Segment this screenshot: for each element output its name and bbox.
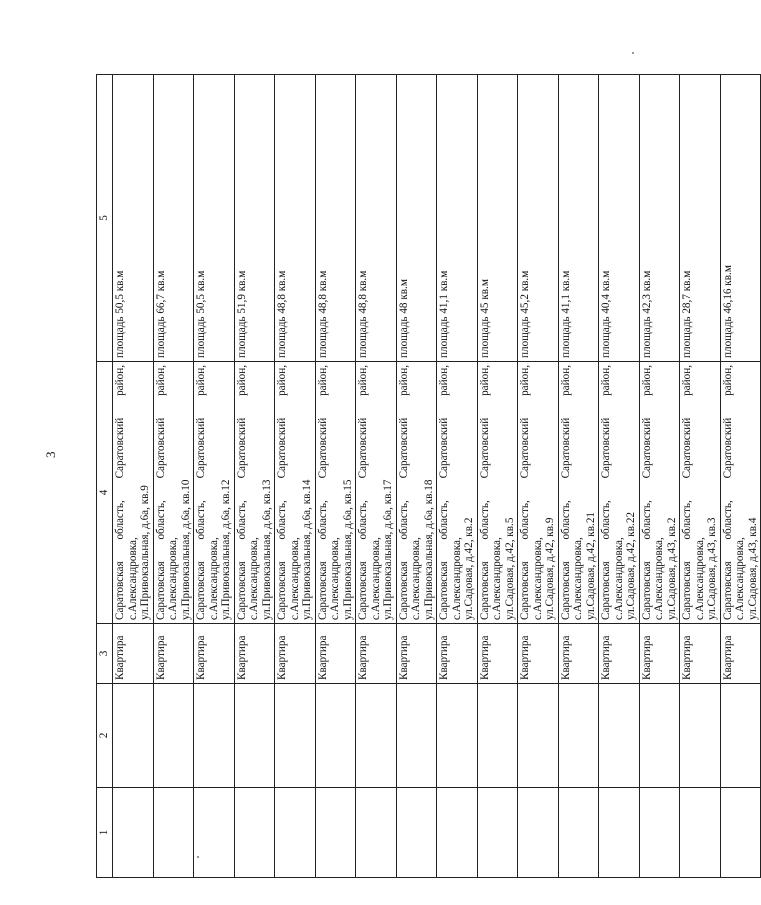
cell-area: площадь 28,7 кв.м	[680, 75, 721, 362]
cell-col2	[153, 684, 194, 788]
address-line-1: Саратовская область, Саратовский район, с.Александровка,	[559, 365, 584, 620]
table-row	[153, 75, 194, 878]
cell-address	[437, 362, 478, 624]
address-line-1: Саратовская область, Саратовский район, с.Александровка,	[681, 365, 706, 620]
cell-object-type: Квартира	[680, 624, 721, 684]
cell-col1	[639, 788, 680, 878]
cell-address	[639, 362, 680, 624]
address-line-1: Саратовская область, Саратовский район, с.Александровка,	[600, 365, 625, 620]
table-row	[477, 75, 518, 878]
cell-col1	[396, 788, 437, 878]
cell-area: площадь 48,8 кв.м	[315, 75, 356, 362]
address-line-2: ул.Садовая, д.42, кв.5	[503, 517, 516, 620]
address-line-2: ул.Привокзальная, д.6а, кв.15	[341, 479, 354, 620]
address-line-2: ул.Садовая, д.42, кв.21	[584, 511, 597, 620]
cell-address	[518, 362, 559, 624]
column-header: 4	[97, 362, 113, 624]
cell-object-type: Квартира	[639, 624, 680, 684]
column-header: 1	[97, 788, 113, 878]
address-line-2: ул.Привокзальная, д.6а, кв.9	[139, 485, 151, 620]
address-line-1: Саратовская область, Саратовский район, с.Александровка,	[397, 365, 422, 620]
cell-col1	[194, 788, 235, 878]
cell-area: площадь 51,9 кв.м	[234, 75, 275, 362]
cell-col2	[234, 684, 275, 788]
address-line-2: ул.Садовая, д.43, кв.2	[665, 517, 678, 620]
cell-col1	[680, 788, 721, 878]
cell-address	[599, 362, 640, 624]
cell-object-type: Квартира	[477, 624, 518, 684]
table-row	[315, 75, 356, 878]
table-row	[356, 75, 397, 878]
cell-address	[113, 362, 154, 624]
cell-object-type: Квартира	[153, 624, 194, 684]
cell-address	[720, 362, 761, 624]
cell-address	[153, 362, 194, 624]
table-row	[234, 75, 275, 878]
cell-address	[680, 362, 721, 624]
cell-address	[234, 362, 275, 624]
cell-col2	[558, 684, 599, 788]
address-line-2: ул.Садовая, д.42, кв.2	[463, 517, 475, 620]
cell-col2	[356, 684, 397, 788]
cell-col2	[275, 684, 316, 788]
cell-object-type: Квартира	[558, 624, 599, 684]
cell-area: площадь 48 кв.м	[396, 75, 437, 362]
address-line-1: Саратовская область, Саратовский район, с.Александровка,	[235, 365, 260, 620]
cell-col1	[477, 788, 518, 878]
cell-area: площадь 48,8 кв.м	[356, 75, 397, 362]
cell-area: площадь 45,2 кв.м	[518, 75, 559, 362]
address-line-2: ул.Привокзальная, д.6а, кв.14	[301, 479, 313, 620]
cell-address	[315, 362, 356, 624]
cell-area: площадь 50,5 кв.м	[113, 75, 154, 362]
cell-object-type: Квартира	[234, 624, 275, 684]
address-line-2: ул.Привокзальная, д.6а, кв.10	[179, 479, 192, 620]
table-row	[599, 75, 640, 878]
address-line-1: Саратовская область, Саратовский район, с.Александровка,	[357, 365, 382, 620]
column-header: 3	[97, 624, 113, 684]
column-header: 2	[97, 684, 113, 788]
cell-col2	[720, 684, 761, 788]
address-line-2: ул.Привокзальная, д.6а, кв.12	[220, 479, 232, 620]
table-header-row	[97, 75, 113, 878]
cell-col1	[315, 788, 356, 878]
cell-area: площадь 45 кв.м	[477, 75, 518, 362]
cell-col2	[437, 684, 478, 788]
cell-area: площадь 48,8 кв.м	[275, 75, 316, 362]
cell-object-type: Квартира	[113, 624, 154, 684]
table-row	[275, 75, 316, 878]
cell-area: площадь 66,7 кв.м	[153, 75, 194, 362]
cell-area: площадь 41,1 кв.м	[558, 75, 599, 362]
address-line-1: Саратовская область, Саратовский район, с.Александровка,	[519, 365, 544, 620]
cell-col1	[275, 788, 316, 878]
address-line-1: Саратовская область, Саратовский район, с.Александровка,	[195, 365, 220, 620]
cell-col1	[558, 788, 599, 878]
cell-object-type: Квартира	[396, 624, 437, 684]
address-line-2: ул.Привокзальная, д.6а, кв.18	[422, 479, 435, 620]
cell-area: площадь 42,3 кв.м	[639, 75, 680, 362]
address-line-2: ул.Привокзальная, д.6а, кв.17	[382, 479, 394, 620]
address-line-1: Саратовская область, Саратовский район, с.Александровка,	[114, 365, 139, 620]
cell-col1	[720, 788, 761, 878]
scan-speck	[632, 52, 634, 54]
cell-address	[275, 362, 316, 624]
cell-address	[558, 362, 599, 624]
cell-object-type: Квартира	[518, 624, 559, 684]
rotated-page-content	[96, 74, 759, 878]
address-line-1: Саратовская область, Саратовский район, с.Александровка,	[721, 365, 746, 620]
table-row	[720, 75, 761, 878]
address-line-2: ул.Садовая, д.42, кв.9	[544, 517, 556, 620]
cell-object-type: Квартира	[194, 624, 235, 684]
cell-object-type: Квартира	[599, 624, 640, 684]
table-row	[396, 75, 437, 878]
cell-col1	[599, 788, 640, 878]
cell-col2	[315, 684, 356, 788]
address-line-1: Саратовская область, Саратовский район, с.Александровка,	[640, 365, 665, 620]
cell-col1	[437, 788, 478, 878]
cell-address	[396, 362, 437, 624]
address-line-1: Саратовская область, Саратовский район, с.Александровка,	[478, 365, 503, 620]
cell-object-type: Квартира	[275, 624, 316, 684]
cell-col2	[599, 684, 640, 788]
cell-area: площадь 50,5 кв.м	[194, 75, 235, 362]
cell-object-type: Квартира	[720, 624, 761, 684]
address-line-2: ул.Садовая, д.43, кв.3	[706, 517, 718, 620]
cell-col2	[680, 684, 721, 788]
column-header: 5	[97, 75, 113, 362]
cell-col2	[113, 684, 154, 788]
cell-col1	[356, 788, 397, 878]
cell-area: площадь 41,1 кв.м	[437, 75, 478, 362]
address-line-1: Саратовская область, Саратовский район, с.Александровка,	[154, 365, 179, 620]
table-row	[518, 75, 559, 878]
cell-col2	[396, 684, 437, 788]
address-line-2: ул.Садовая, д.42, кв.22	[625, 511, 637, 620]
table-row	[558, 75, 599, 878]
cell-col2	[477, 684, 518, 788]
cell-address	[194, 362, 235, 624]
cell-col1	[234, 788, 275, 878]
address-line-1: Саратовская область, Саратовский район, с.Александровка,	[276, 365, 301, 620]
table-body	[113, 75, 761, 878]
cell-area: площадь 40,4 кв.м	[599, 75, 640, 362]
address-line-2: ул.Садовая, д.43, кв.4	[746, 517, 759, 620]
property-register-table	[96, 74, 761, 878]
page-number: 3	[43, 451, 58, 458]
table-row	[680, 75, 721, 878]
table-row	[194, 75, 235, 878]
cell-area: площадь 46,16 кв.м	[720, 75, 761, 362]
address-line-1: Саратовская область, Саратовский район, с.Александровка,	[438, 365, 463, 620]
cell-object-type: Квартира	[315, 624, 356, 684]
cell-object-type: Квартира	[437, 624, 478, 684]
cell-address	[356, 362, 397, 624]
cell-col1	[518, 788, 559, 878]
cell-col2	[518, 684, 559, 788]
cell-col2	[194, 684, 235, 788]
address-line-1: Саратовская область, Саратовский район, с.Александровка,	[316, 365, 341, 620]
cell-object-type: Квартира	[356, 624, 397, 684]
table-row	[437, 75, 478, 878]
cell-col1	[153, 788, 194, 878]
cell-address	[477, 362, 518, 624]
cell-col2	[639, 684, 680, 788]
table-row	[639, 75, 680, 878]
table-row	[113, 75, 154, 878]
address-line-2: ул.Привокзальная, д.6а, кв.13	[260, 479, 273, 620]
cell-col1	[113, 788, 154, 878]
